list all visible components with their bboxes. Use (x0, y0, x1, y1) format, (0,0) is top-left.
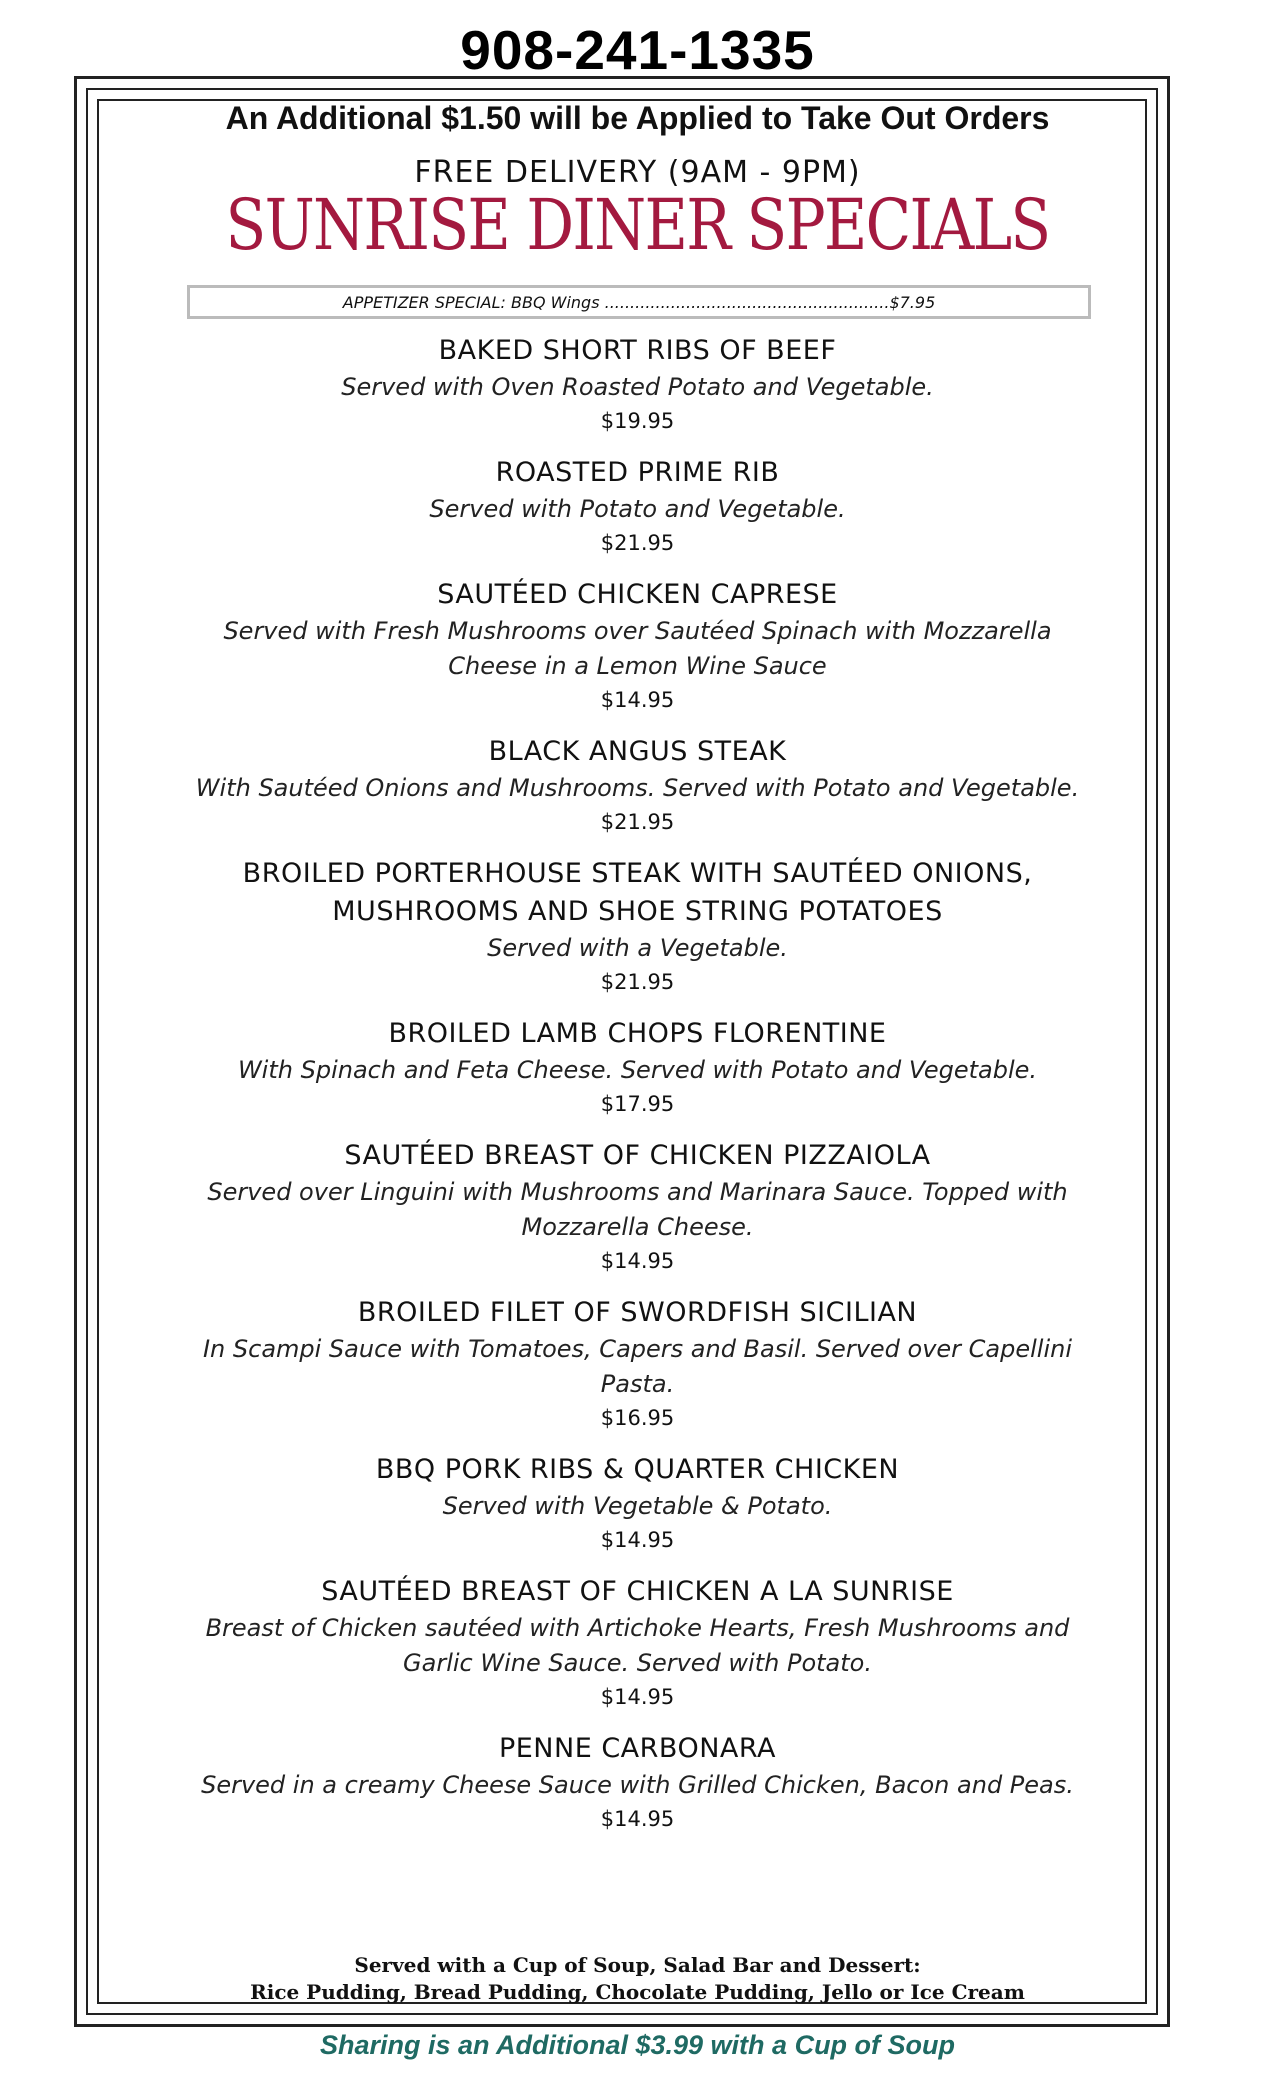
appetizer-special (187, 285, 1091, 319)
menu-item (180, 733, 1095, 839)
item-price: $17.95 (600, 1092, 675, 1116)
item-description: Served with Potato and Vegetable. (429, 495, 846, 523)
item-price: $14.95 (600, 1528, 675, 1552)
item-name: BLACK ANGUS STEAK (488, 736, 787, 767)
item-description: Served with Fresh Mushrooms over Sautéed Spinach with Mozzarella Cheese in a Lemon Wine Sauce (223, 617, 1052, 680)
item-name: SAUTÉED BREAST OF CHICKEN PIZZAIOLA (344, 1140, 931, 1171)
item-price: $14.95 (600, 1807, 675, 1831)
menu-item (180, 454, 1095, 560)
item-name: BROILED PORTERHOUSE STEAK WITH SAUTÉED ONIONS, MUSHROOMS AND SHOE STRING POTATOES (242, 858, 1033, 927)
item-price: $14.95 (600, 1249, 675, 1273)
item-description: With Spinach and Feta Cheese. Served with Potato and Vegetable. (237, 1056, 1038, 1084)
footer-line-2: Rice Pudding, Bread Pudding, Chocolate Pudding, Jello or Ice Cream (250, 1980, 1025, 2004)
phone-number: 908-241-1335 (460, 19, 815, 81)
item-name: BAKED SHORT RIBS OF BEEF (438, 335, 837, 366)
item-description: Served with Oven Roasted Potato and Vegetable. (341, 373, 934, 401)
menu-item (180, 1730, 1095, 1836)
item-name: SAUTÉED BREAST OF CHICKEN A LA SUNRISE (321, 1576, 954, 1607)
item-description: Served with Vegetable & Potato. (442, 1492, 833, 1520)
item-name: BBQ PORK RIBS & QUARTER CHICKEN (375, 1454, 900, 1485)
menu-item (180, 332, 1095, 438)
footer-line-1: Served with a Cup of Soup, Salad Bar and Dessert: (354, 1953, 921, 1977)
item-name: BROILED FILET OF SWORDFISH SICILIAN (357, 1297, 918, 1328)
menu-item (180, 1294, 1095, 1435)
item-price: $14.95 (600, 688, 675, 712)
item-price: $21.95 (600, 531, 675, 555)
item-name: BROILED LAMB CHOPS FLORENTINE (388, 1018, 887, 1049)
menu-title: SUNRISE DINER SPECIALS (225, 184, 1050, 266)
item-price: $21.95 (600, 970, 675, 994)
appetizer-special-text: APPETIZER SPECIAL: BBQ Wings ........................................................$7.95 (342, 292, 936, 312)
menu-item (180, 576, 1095, 717)
specials-list (180, 332, 1095, 1852)
item-description: With Sautéed Onions and Mushrooms. Served with Potato and Vegetable. (195, 774, 1080, 802)
menu-item (180, 855, 1095, 999)
item-price: $21.95 (600, 810, 675, 834)
item-description: Served with a Vegetable. (487, 934, 788, 962)
menu-item (180, 1015, 1095, 1121)
item-description: Served in a creamy Cheese Sauce with Grilled Chicken, Bacon and Peas. (201, 1771, 1074, 1799)
item-description: Served over Linguini with Mushrooms and Marinara Sauce. Topped with Mozzarella Cheese. (207, 1178, 1068, 1241)
takeout-notice: An Additional $1.50 will be Applied to Take Out Orders (225, 100, 1050, 136)
item-description: Breast of Chicken sautéed with Artichoke Hearts, Fresh Mushrooms and Garlic Wine Sauce. Served with Potato. (205, 1614, 1070, 1677)
item-name: PENNE CARBONARA (498, 1733, 777, 1764)
item-description: In Scampi Sauce with Tomatoes, Capers and Basil. Served over Capellini Pasta. (202, 1335, 1073, 1398)
menu-item (180, 1573, 1095, 1714)
delivery-notice: FREE DELIVERY (9AM - 9PM) (414, 155, 861, 190)
item-name: ROASTED PRIME RIB (495, 457, 780, 488)
footer-note (0, 1952, 1275, 2006)
item-price: $16.95 (600, 1406, 675, 1430)
item-price: $19.95 (600, 409, 675, 433)
item-name: SAUTÉED CHICKEN CAPRESE (437, 579, 838, 610)
menu-item (180, 1137, 1095, 1278)
item-price: $14.95 (600, 1685, 675, 1709)
menu-item (180, 1451, 1095, 1557)
sharing-notice: Sharing is an Additional $3.99 with a Cup of Soup (319, 2030, 956, 2060)
